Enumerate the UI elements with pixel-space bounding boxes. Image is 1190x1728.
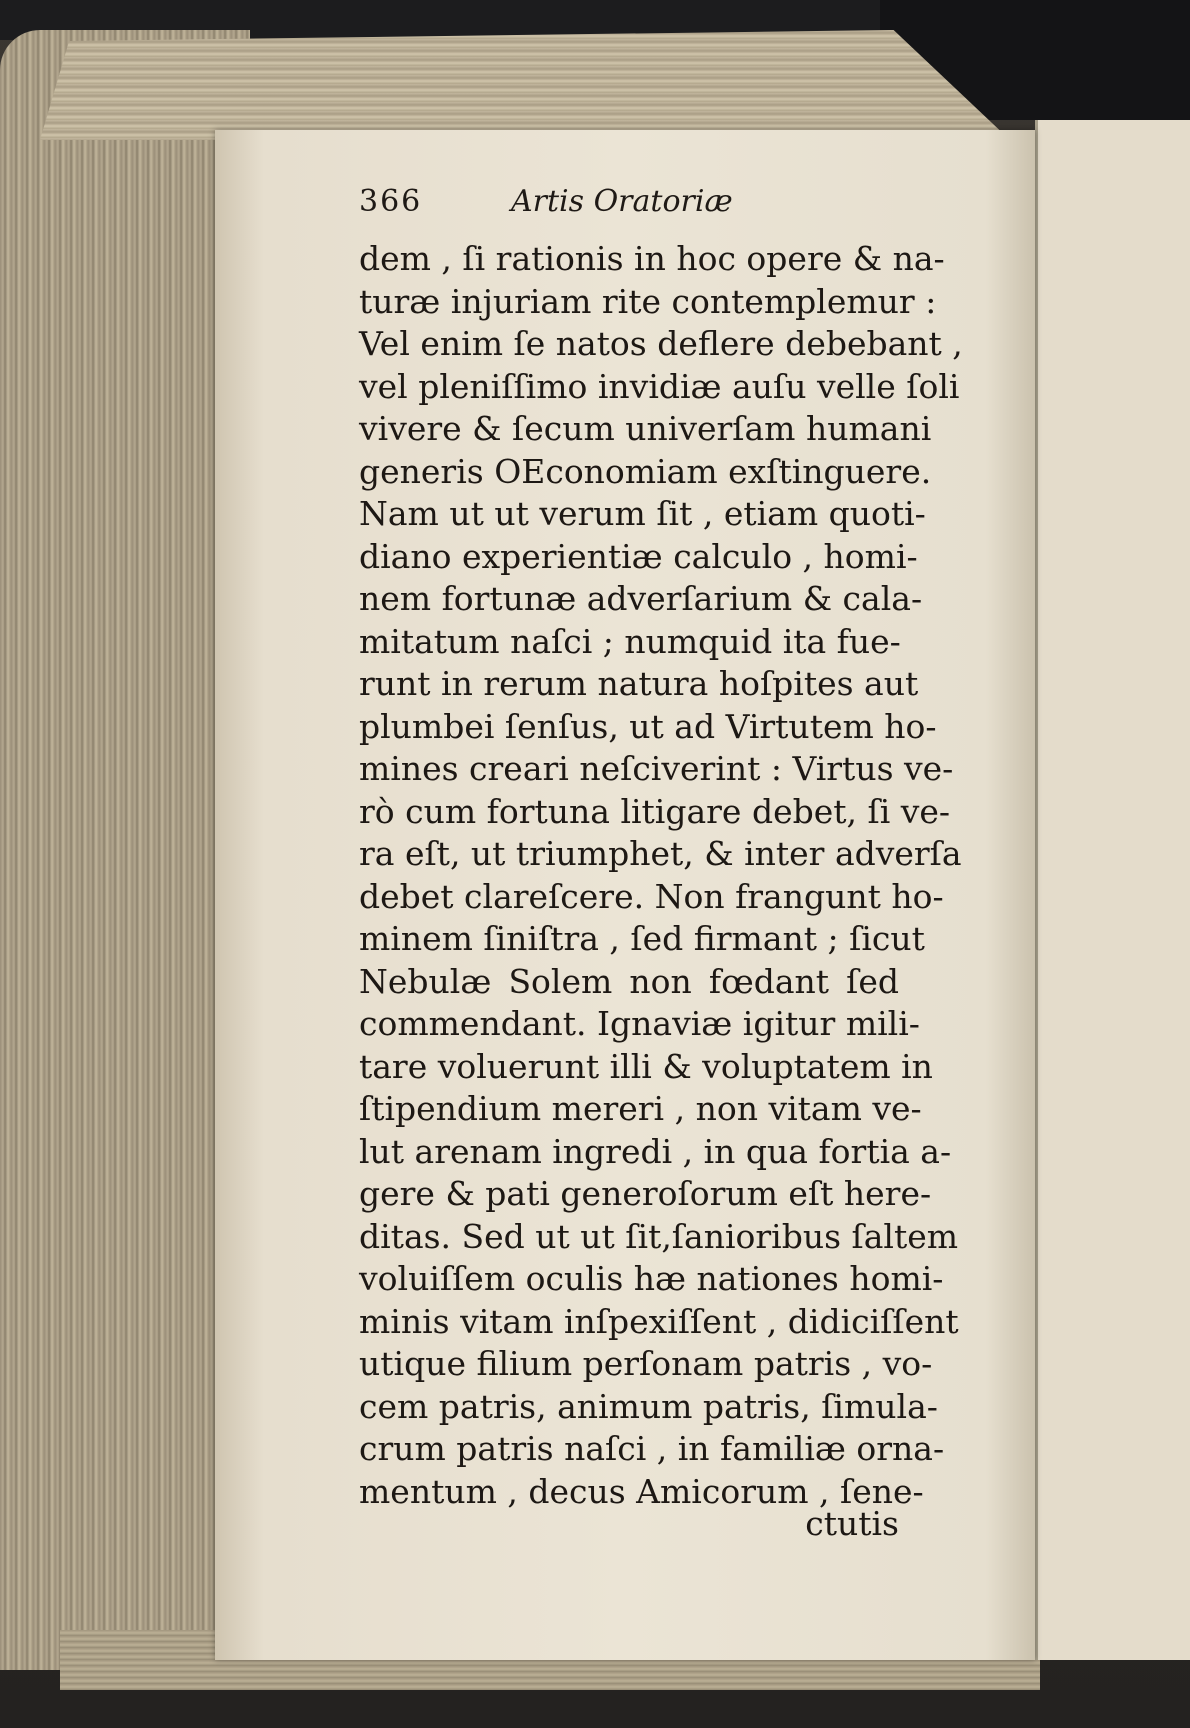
text-line: cem patris, animum patris, ſimula-	[359, 1386, 938, 1426]
text-line: tare voluerunt illi & voluptatem in	[359, 1046, 933, 1086]
text-line: Nam ut ut verum ſit , etiam quoti-	[359, 494, 926, 533]
running-head: Artis Oratoriæ	[511, 184, 733, 219]
page-number: 366	[359, 184, 423, 219]
text-line: rò cum fortuna litigare debet, ſi ve-	[359, 791, 951, 831]
text-line: minem ſiniſtra , ſed firmant ; ſicut	[359, 919, 925, 958]
book-page	[215, 130, 1035, 1660]
text-line: lut arenam ingredi , in qua fortia a-	[359, 1131, 952, 1171]
text-line: mines creari neſciverint : Virtus ve-	[359, 749, 954, 788]
page-edges-left	[0, 30, 250, 1670]
text-line: Nebulæ Solem non fœdant ſed	[359, 961, 899, 1001]
text-line: voluiſſem oculis hæ nationes homi-	[359, 1259, 944, 1298]
catchword: ctutis	[805, 1504, 899, 1543]
text-line: commendant. Ignaviæ igitur mili-	[359, 1004, 920, 1043]
text-line: utique filium perſonam patris , vo-	[359, 1344, 933, 1383]
text-line: vel pleniſſimo invidiæ auſu velle ſoli	[359, 366, 960, 406]
text-line: generis OEconomiam exſtinguere.	[359, 451, 932, 491]
text-line: runt in rerum natura hoſpites aut	[359, 664, 919, 703]
text-line: dem , ſi rationis in hoc opere & na-	[359, 239, 945, 278]
text-line: mentum , decus Amicorum , ſene-	[359, 1471, 924, 1511]
text-line: plumbei ſenſus, ut ad Virtutem ho-	[359, 706, 937, 746]
text-line: ditas. Sed ut ut ſit,ſanioribus ſaltem	[359, 1216, 959, 1256]
text-line: nem fortunæ adverſarium & cala-	[359, 579, 923, 618]
page-edges-top	[40, 30, 1010, 140]
text-line: turæ injuriam rite contemplemur :	[359, 281, 937, 321]
text-line: ra eſt, ut triumphet, & inter adverſa	[359, 834, 962, 873]
text-line: debet clareſcere. Non frangunt ho-	[359, 876, 944, 916]
text-line: vivere & ſecum univerſam humani	[359, 409, 932, 448]
page-header	[359, 184, 959, 228]
text-line: ſtipendium mereri , non vitam ve-	[359, 1089, 922, 1128]
text-line: crum patris naſci , in familiæ orna-	[359, 1429, 945, 1468]
facing-page	[1035, 120, 1190, 1660]
text-line: Vel enim ſe natos deflere debebant ,	[359, 324, 963, 363]
text-line: minis vitam inſpexiſſent , didiciſſent	[359, 1301, 959, 1341]
body-text	[359, 238, 963, 1513]
text-line: diano experientiæ calculo , homi-	[359, 536, 918, 576]
text-line: gere & pati generoſorum eſt here-	[359, 1174, 932, 1213]
text-line: mitatum naſci ; numquid ita fue-	[359, 621, 901, 661]
